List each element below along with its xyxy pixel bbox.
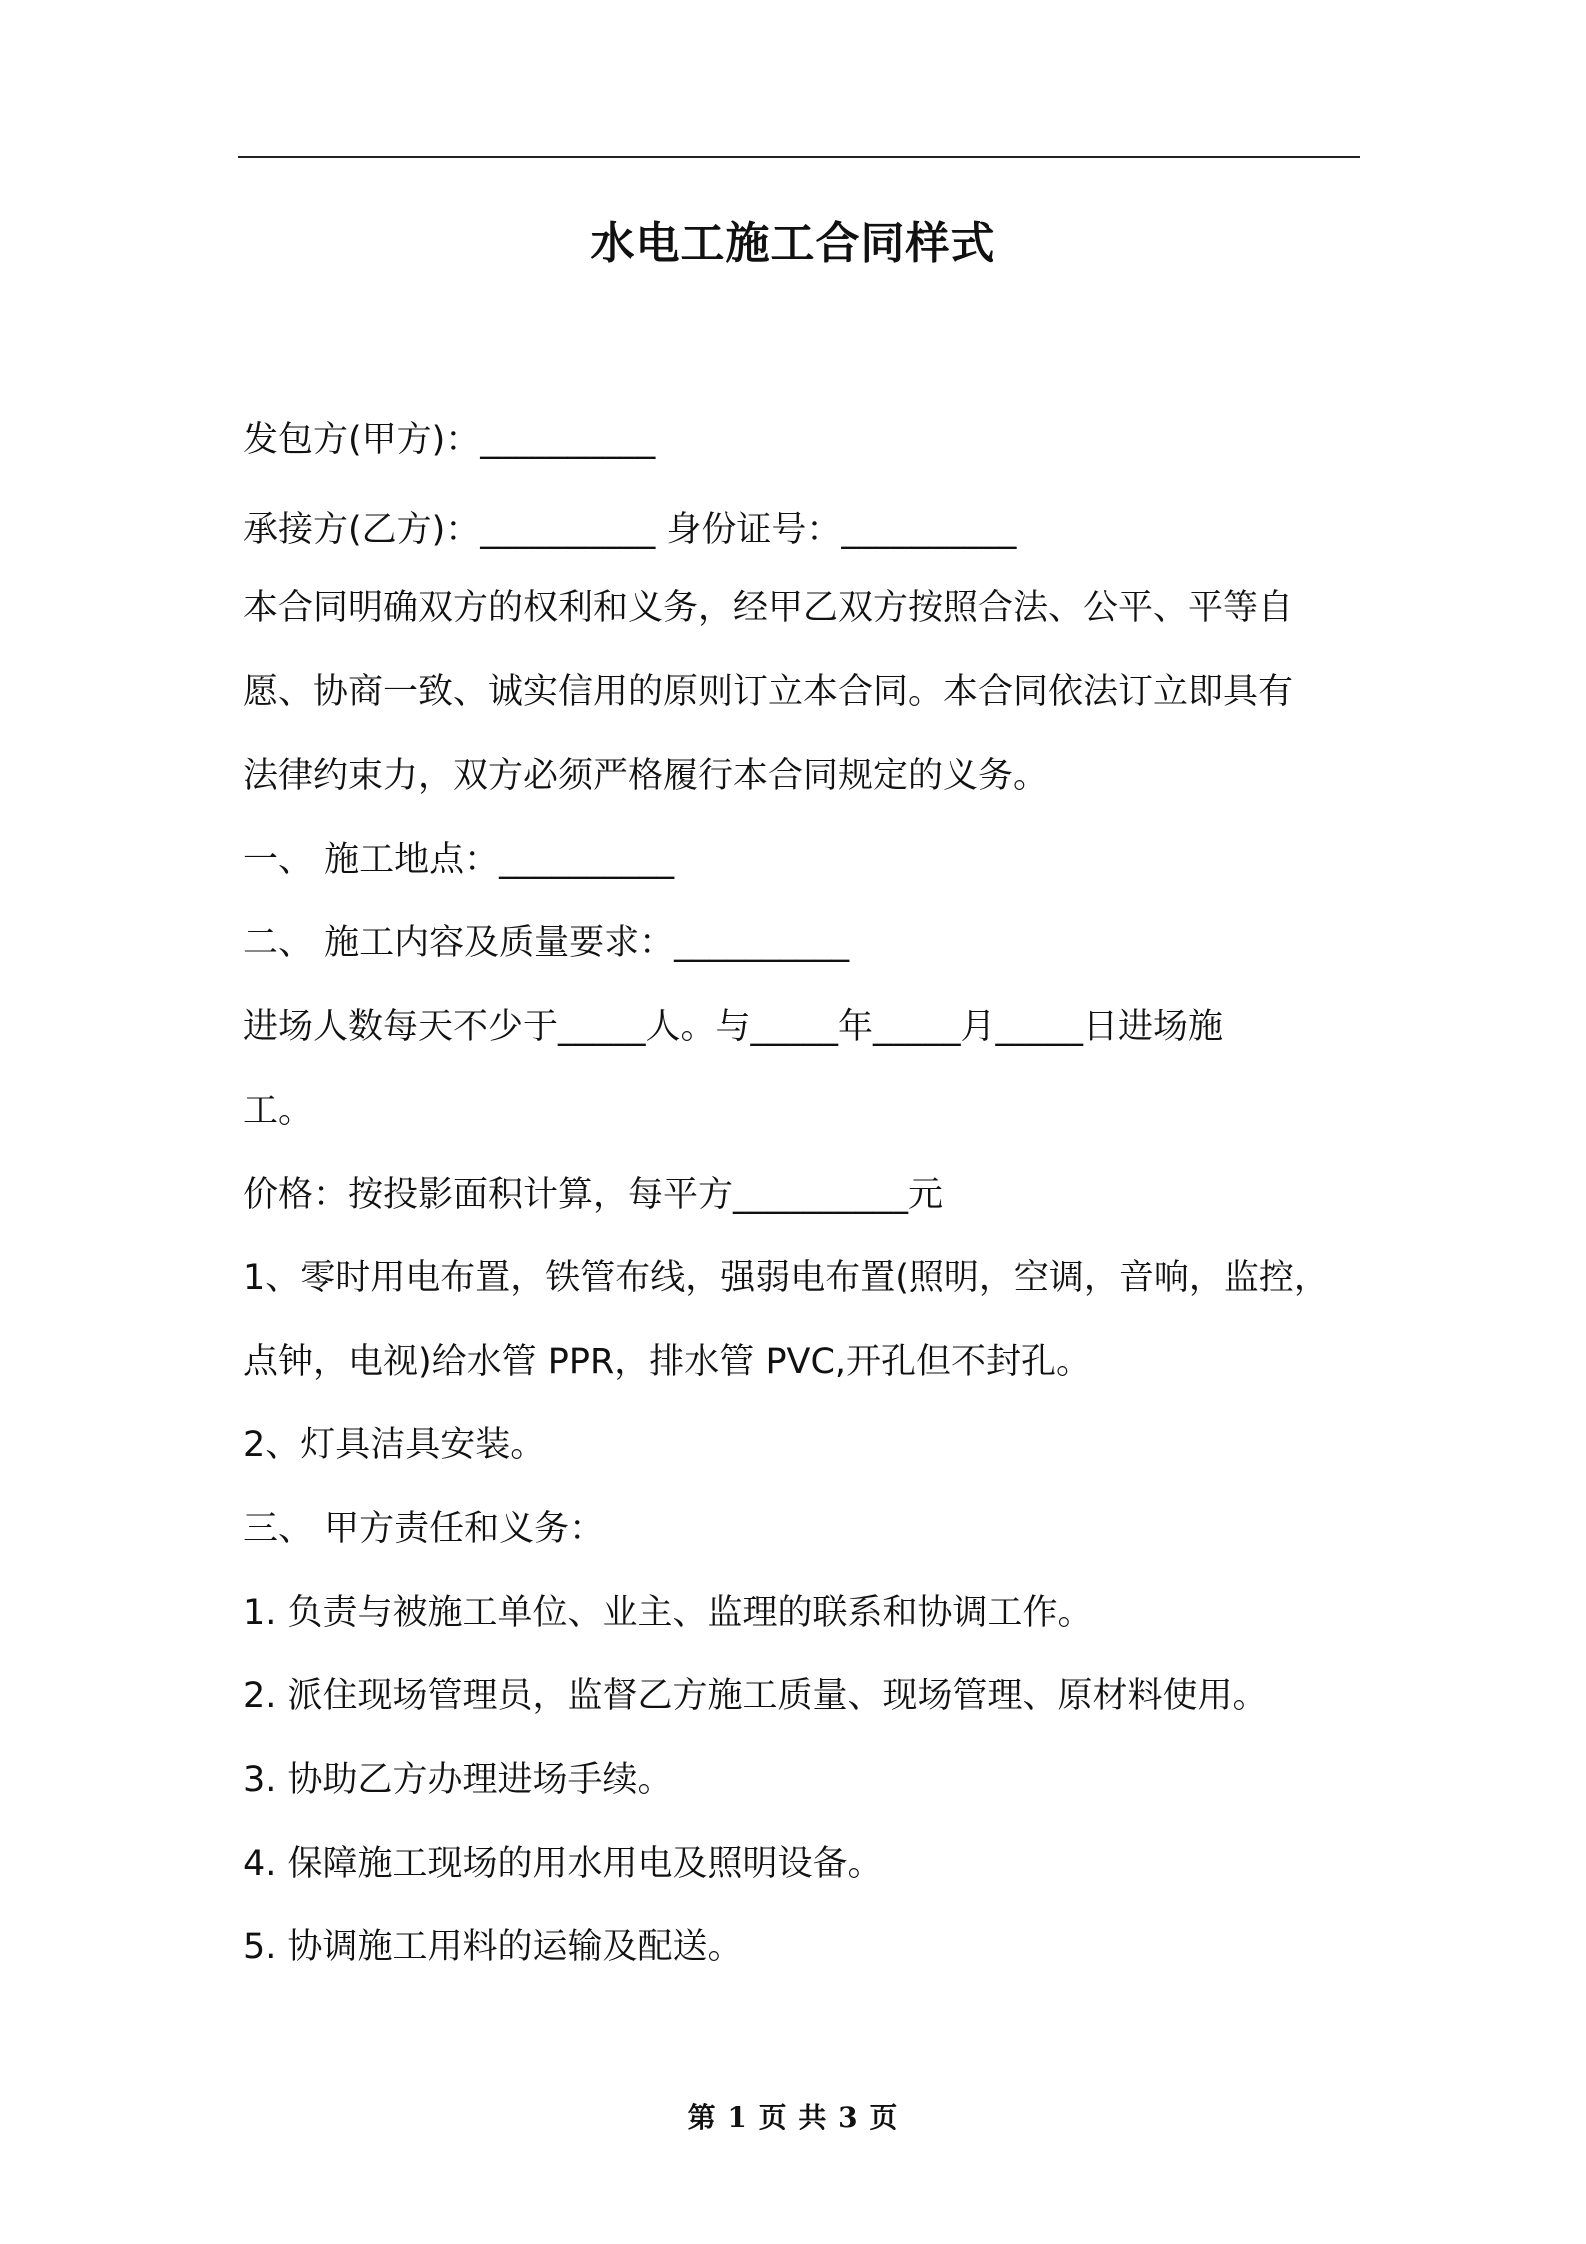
- intro-line-3: 法律约束力，双方必须严格履行本合同规定的义务。: [243, 756, 1049, 796]
- party-a-line: 发包方(甲方)：__________: [243, 420, 656, 460]
- party-b-line: 承接方(乙方)：__________ 身份证号：__________: [243, 510, 1017, 550]
- intro-line-2: 愿、协商一致、诚实信用的原则订立本合同。本合同依法订立即具有: [243, 672, 1294, 712]
- duty-item-5: 5. 协调施工用料的运输及配送。: [243, 1927, 743, 1967]
- scope-item-1-line-1: 1、零时用电布置，铁管布线，强弱电布置(照明，空调，音响，监控，: [243, 1258, 1329, 1298]
- section-3-heading: 三、 甲方责任和义务：: [243, 1509, 605, 1549]
- workers-line-1: 进场人数每天不少于_____人。与_____年_____月_____日进场施: [243, 1007, 1224, 1047]
- price-line: 价格：按投影面积计算，每平方__________元: [243, 1175, 944, 1215]
- document-title: 水电工施工合同样式: [590, 218, 996, 269]
- section-2-heading: 二、 施工内容及质量要求：__________: [243, 923, 850, 963]
- duty-item-2: 2. 派住现场管理员，监督乙方施工质量、现场管理、原材料使用。: [243, 1676, 1268, 1716]
- scope-item-1-line-2: 点钟，电视)给水管 PPR，排水管 PVC,开孔但不封孔。: [243, 1342, 1092, 1382]
- intro-line-1: 本合同明确双方的权利和义务，经甲乙双方按照合法、公平、平等自: [243, 588, 1294, 628]
- duty-item-1: 1. 负责与被施工单位、业主、监理的联系和协调工作。: [243, 1593, 1093, 1633]
- header-rule: [238, 156, 1360, 158]
- scope-item-2: 2、灯具洁具安装。: [243, 1425, 546, 1465]
- duty-item-4: 4. 保障施工现场的用水用电及照明设备。: [243, 1844, 883, 1884]
- section-1-heading: 一、 施工地点：__________: [243, 840, 675, 880]
- duty-item-3: 3. 协助乙方办理进场手续。: [243, 1760, 673, 1800]
- workers-line-2: 工。: [243, 1091, 314, 1131]
- page-footer: 第 1 页 共 3 页: [687, 2101, 899, 2134]
